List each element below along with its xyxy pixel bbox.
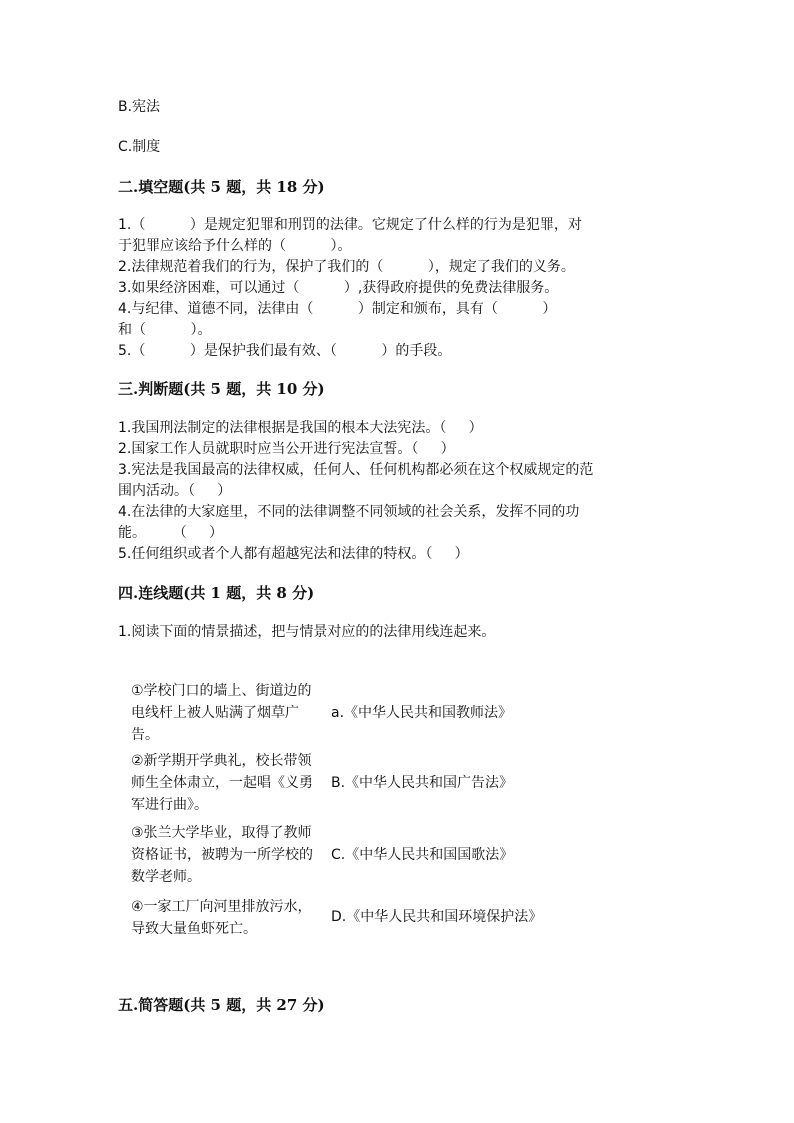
section-heading-short-answer: 五.简答题(共 5 题，共 27 分) xyxy=(118,996,325,1014)
scenario-3-line: 资格证书，被聘为一所学校的 xyxy=(131,847,313,863)
scenario-4-line: 导致大量鱼虾死亡。 xyxy=(131,921,257,937)
scenario-1-line: 告。 xyxy=(131,727,159,743)
fill-in-line: 5.（ ）是保护我们最有效、（ ）的手段。 xyxy=(118,343,452,359)
fill-in-line: 和（ ）。 xyxy=(118,322,212,338)
fill-in-line: 于犯罪应该给予什么样的（ ）。 xyxy=(118,238,352,254)
true-false-line: 围内活动。（ ） xyxy=(118,483,232,499)
fill-in-line: 1.（ ）是规定犯罪和刑罚的法律。它规定了什么样的行为是犯罪，对 xyxy=(118,217,582,233)
scenario-3-line: ③张兰大学毕业，取得了教师 xyxy=(131,825,312,841)
scenario-2-line: 师生全体肃立，一起唱《义勇 xyxy=(131,775,313,791)
option-c: C.制度 xyxy=(118,139,161,155)
section-heading-true-false: 三.判断题(共 5 题，共 10 分) xyxy=(118,380,325,398)
section-heading-fill-in: 二.填空题(共 5 题，共 18 分) xyxy=(118,178,325,196)
option-b: B.宪法 xyxy=(118,99,161,115)
true-false-line: 2.国家工作人员就职时应当公开进行宪法宣誓。（ ） xyxy=(118,441,455,457)
law-option-b: B.《中华人民共和国广告法》 xyxy=(331,775,514,791)
law-option-a: a.《中华人民共和国教师法》 xyxy=(331,705,513,721)
scenario-1-line: 电线杆上被人贴满了烟草广 xyxy=(131,705,299,721)
fill-in-line: 4.与纪律、道德不同，法律由（ ）制定和颁布，具有（ ） xyxy=(118,301,557,317)
matching-question: 1.阅读下面的情景描述，把与情景对应的的法律用线连起来。 xyxy=(118,624,496,640)
true-false-line: 3.宪法是我国最高的法律权威，任何人、任何机构都必须在这个权威规定的范 xyxy=(118,462,594,478)
section-heading-matching: 四.连线题(共 1 题，共 8 分) xyxy=(118,584,315,602)
fill-in-line: 3.如果经济困难，可以通过（ ）,获得政府提供的免费法律服务。 xyxy=(118,280,559,296)
scenario-1-line: ①学校门口的墙上、街道边的 xyxy=(131,683,312,699)
scenario-4-line: ④一家工厂向河里排放污水， xyxy=(131,899,312,915)
scenario-2-line: ②新学期开学典礼，校长带领 xyxy=(131,753,312,769)
true-false-line: 能。 （ ） xyxy=(118,525,223,541)
true-false-line: 5.任何组织或者个人都有超越宪法和法律的特权。（ ） xyxy=(118,546,469,562)
scenario-3-line: 数学老师。 xyxy=(131,869,201,885)
true-false-line: 1.我国刑法制定的法律根据是我国的根本大法宪法。（ ） xyxy=(118,420,483,436)
fill-in-line: 2.法律规范着我们的行为，保护了我们的（ ），规定了我们的义务。 xyxy=(118,259,575,275)
law-option-c: C.《中华人民共和国国歌法》 xyxy=(331,847,514,863)
true-false-line: 4.在法律的大家庭里，不同的法律调整不同领域的社会关系，发挥不同的功 xyxy=(118,504,580,520)
scenario-2-line: 军进行曲》。 xyxy=(131,797,208,813)
law-option-d: D.《中华人民共和国环境保护法》 xyxy=(331,909,543,925)
